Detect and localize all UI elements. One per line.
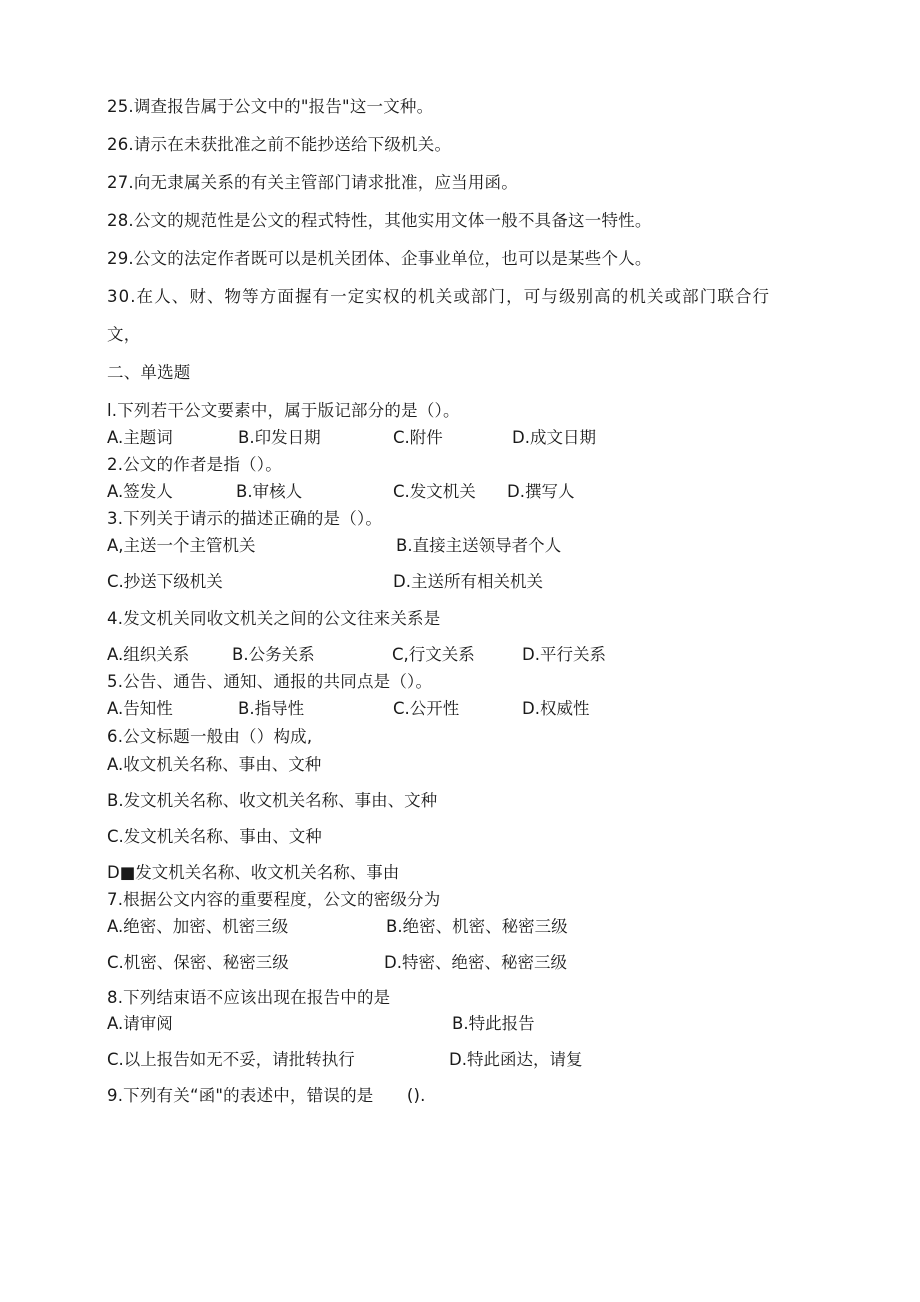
- question-2-option-b: B.审核人: [236, 482, 303, 501]
- question-3-option-d: D.主送所有相关机关: [393, 572, 543, 591]
- question-2-option-c: C.发文机关: [393, 482, 476, 501]
- question-6-option-c: C.发文机关名称、事由、文种: [107, 827, 322, 846]
- question-4-option-a: A.组织关系: [107, 645, 190, 664]
- statement-26: 26.请示在未获批准之前不能抄送给下级机关。: [107, 135, 452, 154]
- question-3-option-b: B.直接主送领导者个人: [396, 536, 562, 555]
- question-3-option-a: A,主送一个主管机关: [107, 536, 256, 555]
- question-5-stem: 5.公告、通告、通知、通报的共同点是（）。: [107, 672, 433, 691]
- question-6-option-a: A.收文机关名称、事由、文种: [107, 755, 322, 774]
- statement-30-continued: 文，: [107, 325, 141, 344]
- question-5-option-d: D.权威性: [522, 699, 590, 718]
- question-7-option-d: D.特密、绝密、秘密三级: [384, 953, 567, 972]
- question-1-stem: l.下列若干公文要素中，属于版记部分的是（）。: [107, 401, 460, 420]
- question-1-option-c: C.附件: [393, 428, 443, 447]
- question-8-option-c: C.以上报告如无不妥，请批转执行: [107, 1050, 355, 1069]
- question-8-stem: 8.下列结束语不应该出现在报告中的是: [107, 988, 391, 1007]
- question-8-option-b: B.特此报告: [452, 1014, 535, 1033]
- statement-25: 25.调查报告属于公文中的"报告"这一文种。: [107, 97, 434, 116]
- question-7-option-a: A.绝密、加密、机密三级: [107, 917, 289, 936]
- question-4-option-d: D.平行关系: [522, 645, 606, 664]
- question-6-option-b: B.发文机关名称、收文机关名称、事由、文种: [107, 791, 438, 810]
- question-1-option-b: B.印发日期: [238, 428, 321, 447]
- question-1-option-d: D.成文日期: [512, 428, 596, 447]
- question-3-stem: 3.下列关于请示的描述正确的是（）。: [107, 509, 383, 528]
- question-1-option-a: A.主题词: [107, 428, 173, 447]
- question-4-stem: 4.发文机关同收文机关之间的公文往来关系是: [107, 609, 441, 628]
- question-6-stem: 6.公文标题一般由（）构成,: [107, 727, 313, 746]
- statement-27: 27.向无隶属关系的有关主管部门请求批准，应当用函。: [107, 173, 518, 192]
- question-9-stem: 9.下列有关“函"的表述中，错误的是 ().: [107, 1086, 426, 1105]
- question-8-option-a: A.请审阅: [107, 1014, 173, 1033]
- question-5-option-c: C.公开性: [393, 699, 460, 718]
- question-4-option-c: C,行文关系: [392, 645, 475, 664]
- question-7-stem: 7.根据公文内容的重要程度，公文的密级分为: [107, 890, 441, 909]
- question-2-option-d: D.撰写人: [507, 482, 575, 501]
- question-5-option-b: B.指导性: [238, 699, 305, 718]
- section-title: 二、单选题: [107, 363, 191, 382]
- statement-30: 30.在人、财、物等方面握有一定实权的机关或部门，可与级别高的机关或部门联合行: [107, 287, 771, 306]
- question-3-option-c: C.抄送下级机关: [107, 572, 223, 591]
- question-2-stem: 2.公文的作者是指（）。: [107, 455, 282, 474]
- question-8-option-d: D.特此函达，请复: [449, 1050, 583, 1069]
- statement-29: 29.公文的法定作者既可以是机关团体、企事业单位，也可以是某些个人。: [107, 249, 652, 268]
- question-7-option-b: B.绝密、机密、秘密三级: [386, 917, 568, 936]
- question-5-option-a: A.告知性: [107, 699, 173, 718]
- question-4-option-b: B.公务关系: [232, 645, 315, 664]
- question-6-option-d: D■发文机关名称、收文机关名称、事由: [107, 863, 400, 882]
- question-7-option-c: C.机密、保密、秘密三级: [107, 953, 289, 972]
- question-2-option-a: A.签发人: [107, 482, 173, 501]
- statement-28: 28.公文的规范性是公文的程式特性，其他实用文体一般不具备这一特性。: [107, 211, 652, 230]
